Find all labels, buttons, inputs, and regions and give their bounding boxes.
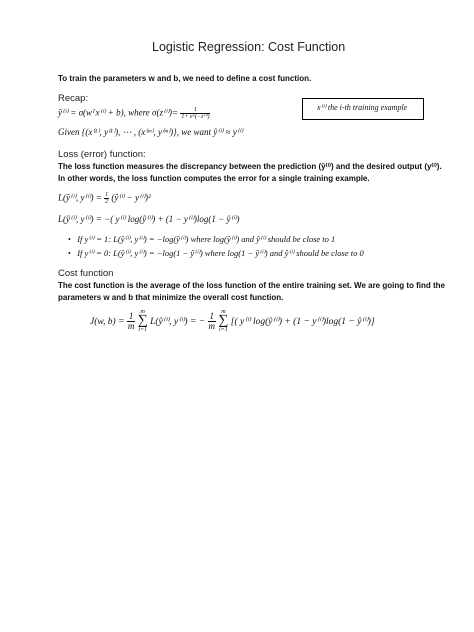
cost-description-line2: parameters w and b that minimize the overall cost function. xyxy=(58,293,284,302)
summation-1-symbol: ∑ xyxy=(137,313,148,329)
bullet-item-y1-text: If y⁽ⁱ⁾ = 1: L(ŷ⁽ⁱ⁾, y⁽ⁱ⁾) = −log(ŷ⁽ⁱ⁾) where log(ŷ⁽ⁱ⁾) and ŷ⁽ⁱ⁾ should be close to 1 xyxy=(77,234,336,244)
loss-heading: Loss (error) function: xyxy=(58,149,146,160)
squared-loss-left: L(ŷ⁽ⁱ⁾, y⁽ⁱ⁾) = xyxy=(58,192,105,203)
squared-loss-equation xyxy=(58,192,151,205)
log-loss-equation: L(ŷ⁽ⁱ⁾, y⁽ⁱ⁾) = −( y⁽ⁱ⁾ log(ŷ⁽ⁱ⁾) + (1 − y⁽ⁱ⁾)log(1 − ŷ⁽ⁱ⁾) xyxy=(58,214,240,224)
half-denominator: 2 xyxy=(105,199,109,205)
summation-2-top: m xyxy=(221,309,226,315)
bullet-item-y0-text: If y⁽ⁱ⁾ = 0: L(ŷ⁽ⁱ⁾, y⁽ⁱ⁾) = −log(1 − ŷ⁽ⁱ⁾) where log(1 − ŷ⁽ⁱ⁾) and ŷ⁽ⁱ⁾ should be close to 0 xyxy=(77,248,364,258)
sigmoid-numerator: 1 xyxy=(180,107,210,114)
summation-2-bottom: i=1 xyxy=(219,326,228,333)
cost-eq-left: J(w, b) = xyxy=(90,316,125,327)
summation-1 xyxy=(138,310,148,333)
cost-eq-mid: L(ŷ⁽ⁱ⁾, y⁽ⁱ⁾) = − xyxy=(150,317,206,328)
bullet-item-y0 xyxy=(68,248,364,259)
summation-1-bottom: i=1 xyxy=(138,326,148,333)
squared-loss-right: (ŷ⁽ⁱ⁾ − y⁽ⁱ⁾)² xyxy=(111,192,151,203)
note-box xyxy=(302,98,424,120)
cost-frac-1-num: 1 xyxy=(128,311,134,322)
intro-text: To train the parameters w and b, we need to define a cost function. xyxy=(58,74,312,83)
cost-heading: Cost function xyxy=(58,268,114,279)
cost-frac-2-num: 1 xyxy=(209,311,215,322)
bullet-icon: • xyxy=(68,235,71,244)
note-box-text: x⁽ⁱ⁾ the i-th training example xyxy=(317,103,408,112)
sigmoid-denominator: 1+ e^(−z⁽ⁱ⁾) xyxy=(181,114,210,120)
recap-heading: Recap: xyxy=(58,93,89,104)
half-fraction xyxy=(104,192,109,205)
cost-description-line1: The cost function is the average of the loss function of the entire training set. We are going to find the xyxy=(58,281,445,290)
summation-1-top: m xyxy=(140,309,145,315)
cost-eq-right: [( y⁽ⁱ⁾ log(ŷ⁽ⁱ⁾) + (1 − y⁽ⁱ⁾)log(1 − ŷ⁽ⁱ⁾)] xyxy=(230,317,375,328)
cost-frac-2 xyxy=(208,312,217,331)
loss-description-line2: In other words, the loss function computes the error for a single training example. xyxy=(58,174,370,183)
loss-description-line1: The loss function measures the discrepancy between the prediction (ŷ⁽ⁱ⁾) and the desired output (y⁽ⁱ⁾). xyxy=(58,162,442,171)
sigmoid-fraction xyxy=(180,107,210,120)
yhat-definition xyxy=(58,107,210,120)
half-numerator: 1 xyxy=(105,192,109,198)
summation-2-symbol: ∑ xyxy=(218,313,229,329)
cost-frac-1 xyxy=(127,312,136,331)
cost-frac-1-den: m xyxy=(127,321,135,332)
yhat-definition-text: ŷ⁽ⁱ⁾ = σ(wᵀx⁽ⁱ⁾ + b), where σ(z⁽ⁱ⁾)= xyxy=(58,107,179,118)
bullet-item-y1 xyxy=(68,234,335,245)
page-title: Logistic Regression: Cost Function xyxy=(152,40,346,54)
bullet-icon: • xyxy=(68,249,71,258)
cost-function-equation xyxy=(90,310,375,333)
cost-frac-2-den: m xyxy=(208,321,216,332)
given-statement: Given {(x⁽¹⁾, y⁽¹⁾), ⋯ , (x⁽ᵐ⁾, y⁽ᵐ⁾)}, we want ŷ⁽ⁱ⁾ ≈ y⁽ⁱ⁾ xyxy=(58,127,243,137)
summation-2 xyxy=(218,310,228,333)
